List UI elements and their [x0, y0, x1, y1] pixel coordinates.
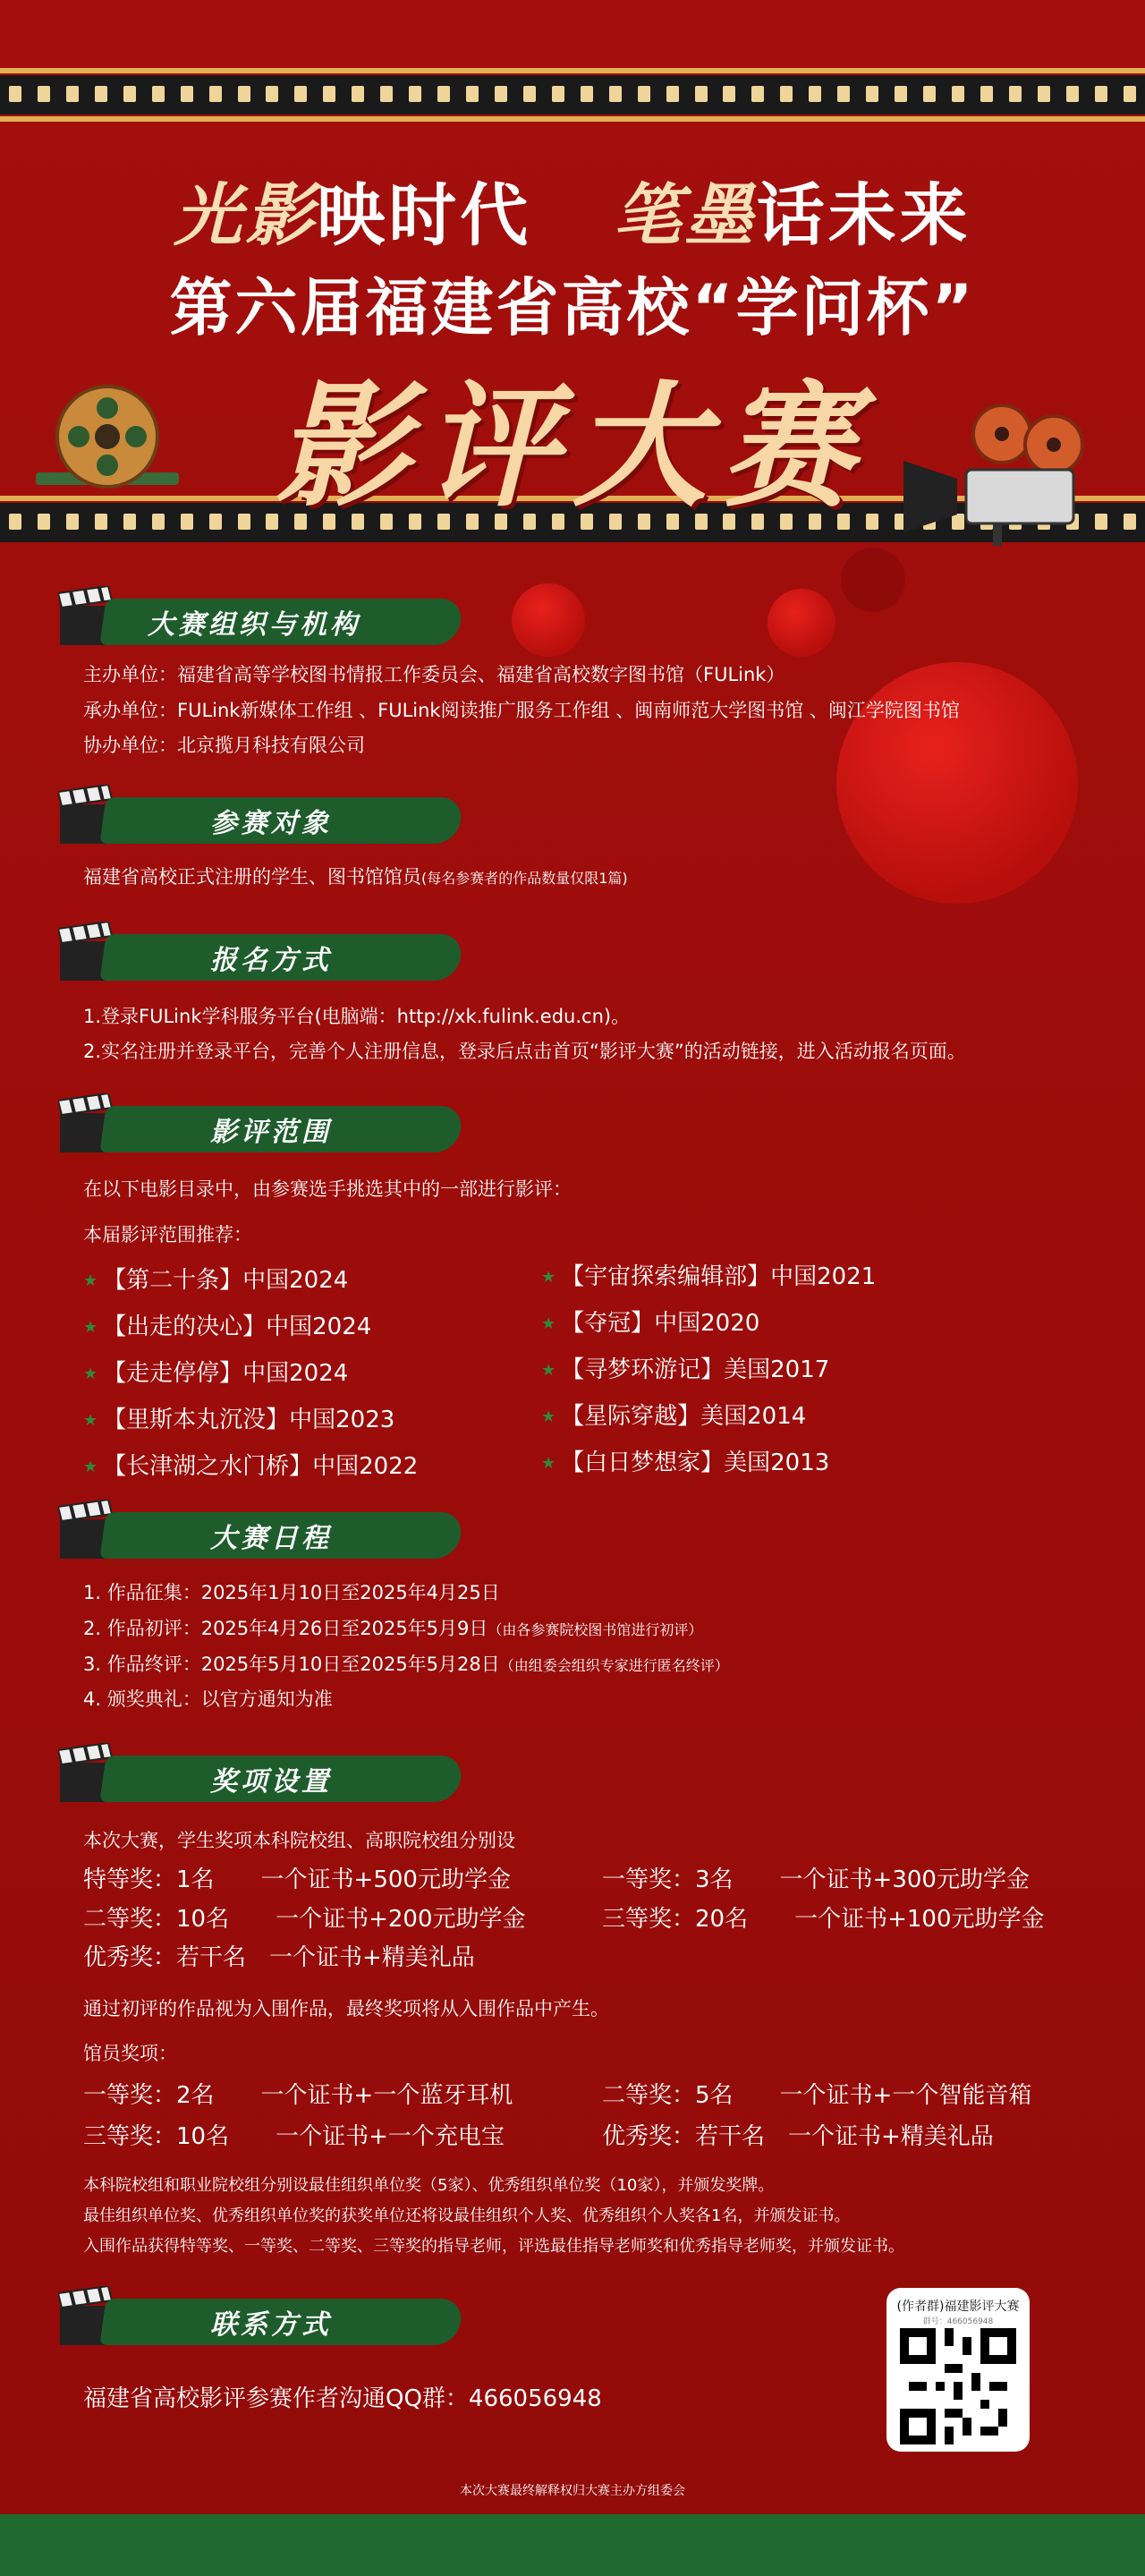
star-icon: ★ [541, 1314, 556, 1333]
scope-intro: 在以下电影目录中，由参赛选手挑选其中的一部进行影评： [83, 1178, 572, 1200]
film-hole [923, 86, 936, 102]
film-hole [1009, 86, 1022, 102]
film-hole [895, 86, 907, 102]
film-hole [181, 86, 193, 102]
star-icon: ★ [83, 1411, 98, 1430]
film-hole [352, 86, 364, 102]
star-icon: ★ [541, 1268, 556, 1287]
film-hole [409, 86, 421, 102]
film-item: ★ 【寻梦环游记】美国2017 [541, 1356, 830, 1383]
film-hole [152, 86, 165, 102]
staff-excellent: 优秀奖：若干名 一个证书+精美礼品 [602, 2123, 994, 2150]
film-hole [552, 86, 564, 102]
film-item: ★ 【夺冠】中国2020 [541, 1310, 760, 1337]
film-hole [666, 86, 679, 102]
star-icon: ★ [83, 1271, 98, 1290]
signup-step1: 1.登录FULink学科服务平台(电脑端：http://xk.fulink.edu.cn)。 [83, 1006, 631, 1027]
film-hole [95, 86, 107, 102]
qr-card [886, 2288, 1030, 2452]
film-hole [751, 86, 764, 102]
awards-note1: 本科院校组和职业院校组分别设最佳组织单位奖（5家）、优秀组织单位奖（10家），并颁发奖牌。 [83, 2176, 775, 2195]
schedule-3: 3. 作品终评：2025年5月10日至2025年5月28日（由组委会组织专家进行匿名终评） [83, 1654, 729, 1675]
deco-circle [841, 548, 905, 612]
title-part3: 笔墨 [613, 175, 757, 255]
film-hole [437, 86, 450, 102]
org-host: 主办单位：福建省高等学校图书情报工作委员会、福建省高校数字图书馆（FULink） [83, 664, 785, 685]
org-organizer: 承办单位：FULink新媒体工作组 、FULink阅读推广服务工作组 、闽南师范大学图书馆 、闽江学院图书馆 [83, 700, 960, 721]
film-hole [695, 86, 708, 102]
footer-bar [0, 2514, 1145, 2576]
film-hole [780, 86, 793, 102]
star-icon: ★ [83, 1365, 98, 1383]
awards-note3: 入围作品获得特等奖、一等奖、二等奖、三等奖的指导老师，评选最佳指导老师奖和优秀指导老师奖，并颁发证书。 [83, 2237, 904, 2256]
section-title: 奖项设置 [210, 1766, 332, 1798]
section-title: 影评范围 [210, 1117, 332, 1148]
deco-circle [768, 589, 835, 657]
film-item: ★ 【出走的决心】中国2024 [83, 1314, 372, 1340]
section-title: 报名方式 [210, 945, 332, 976]
staff-third: 三等奖：10名 一个证书+一个充电宝 [83, 2123, 505, 2150]
star-icon: ★ [541, 1361, 556, 1380]
participants-note: (每名参赛者的作品数量仅限1篇) [421, 870, 628, 887]
film-hole [1124, 86, 1136, 102]
award-excellent: 优秀奖：若干名 一个证书+精美礼品 [83, 1944, 475, 1971]
star-icon: ★ [83, 1458, 98, 1476]
section-title: 联系方式 [210, 2309, 332, 2341]
film-item: ★ 【白日梦想家】美国2013 [541, 1450, 830, 1476]
deco-circle [836, 662, 1078, 904]
film-hole [638, 86, 650, 102]
header-line1 [0, 161, 1145, 259]
film-item: ★ 【宇宙探索编辑部】中国2021 [541, 1263, 877, 1290]
org-co: 协办单位：北京揽月科技有限公司 [83, 735, 365, 756]
section-title: 大赛日程 [210, 1523, 332, 1554]
film-hole [9, 86, 21, 102]
film-hole [980, 86, 993, 102]
award-special: 特等奖：1名 一个证书+500元助学金 [83, 1866, 511, 1893]
star-icon: ★ [541, 1407, 556, 1426]
film-hole [266, 86, 278, 102]
qr-code-icon[interactable] [900, 2328, 1016, 2444]
participants-text [83, 866, 628, 888]
film-hole [238, 86, 250, 102]
section-title: 参赛对象 [210, 808, 332, 839]
staff-title: 馆员奖项： [83, 2043, 177, 2064]
award-third: 三等奖：20名 一个证书+100元助学金 [602, 1906, 1045, 1933]
star-icon: ★ [541, 1454, 556, 1473]
film-hole [123, 86, 136, 102]
staff-second: 二等奖：5名 一个证书+一个智能音箱 [602, 2082, 1032, 2109]
participants-main: 福建省高校正式注册的学生、图书馆馆员 [83, 866, 421, 888]
film-hole [209, 86, 222, 102]
film-hole [609, 86, 622, 102]
film-item: ★ 【长津湖之水门桥】中国2022 [83, 1453, 419, 1480]
film-hole [66, 86, 79, 102]
film-hole [866, 86, 878, 102]
film-hole [809, 86, 821, 102]
header-subtitle: 第六届福建省高校“学问杯” [169, 271, 976, 344]
film-hole [1095, 86, 1107, 102]
film-strip-top [0, 75, 1145, 115]
staff-first: 一等奖：2名 一个证书+一个蓝牙耳机 [83, 2082, 513, 2109]
header-main-title: 影评大赛 [275, 368, 869, 525]
schedule-1: 1. 作品征集：2025年1月10日至2025年4月25日 [83, 1582, 500, 1603]
qr-title: (作者群)福建影评大赛 [896, 2300, 1020, 2314]
title-part4: 话未来 [756, 175, 971, 255]
film-hole [1038, 86, 1050, 102]
deco-circle [512, 583, 585, 657]
film-hole [495, 86, 507, 102]
film-item: ★ 【里斯本丸沉没】中国2023 [83, 1407, 395, 1433]
schedule-4: 4. 颁奖典礼：以官方通知为准 [83, 1688, 333, 1710]
film-item: ★ 【星际穿越】美国2014 [541, 1403, 807, 1430]
award-second: 二等奖：10名 一个证书+200元助学金 [83, 1906, 526, 1933]
film-hole [523, 86, 536, 102]
qr-sub: 群号：466056948 [922, 2317, 994, 2326]
title-part1: 光影 [174, 175, 318, 255]
scope-rec: 本届影评范围推荐： [83, 1224, 252, 1245]
film-item: ★ 【走走停停】中国2024 [83, 1360, 349, 1387]
film-hole [294, 86, 307, 102]
section-title: 大赛组织与机构 [148, 609, 360, 641]
footer-text: 本次大赛最终解释权归大赛主办方组委会 [460, 2484, 685, 2498]
schedule-2: 2. 作品初评：2025年4月26日至2025年5月9日（由各参赛院校图书馆进行初评） [83, 1618, 703, 1639]
film-hole [38, 86, 50, 102]
film-hole [723, 86, 735, 102]
awards-intro: 本次大赛，学生奖项本科院校组、高职院校组分别设 [83, 1830, 515, 1851]
film-hole [323, 86, 335, 102]
awards-note2: 最佳组织单位奖、优秀组织单位奖的获奖单位还将设最佳组织个人奖、优秀组织个人奖各1名，并颁发证书。 [83, 2206, 851, 2225]
film-hole [380, 86, 393, 102]
signup-step2: 2.实名注册并登录平台，完善个人注册信息，登录后点击首页“影评大赛”的活动链接，进入活动报名页面。 [83, 1041, 966, 1062]
film-hole [1066, 86, 1079, 102]
film-hole [837, 86, 850, 102]
film-hole [466, 86, 479, 102]
film-hole [581, 86, 593, 102]
film-hole [952, 86, 964, 102]
awards-finalist: 通过初评的作品视为入围作品，最终奖项将从入围作品中产生。 [83, 1998, 609, 2019]
title-part2: 映时代 [317, 175, 532, 255]
star-icon: ★ [83, 1318, 98, 1337]
award-first: 一等奖：3名 一个证书+300元助学金 [602, 1866, 1030, 1893]
film-item: ★ 【第二十条】中国2024 [83, 1267, 349, 1294]
contact-qq: 福建省高校影评参赛作者沟通QQ群：466056948 [83, 2385, 602, 2412]
